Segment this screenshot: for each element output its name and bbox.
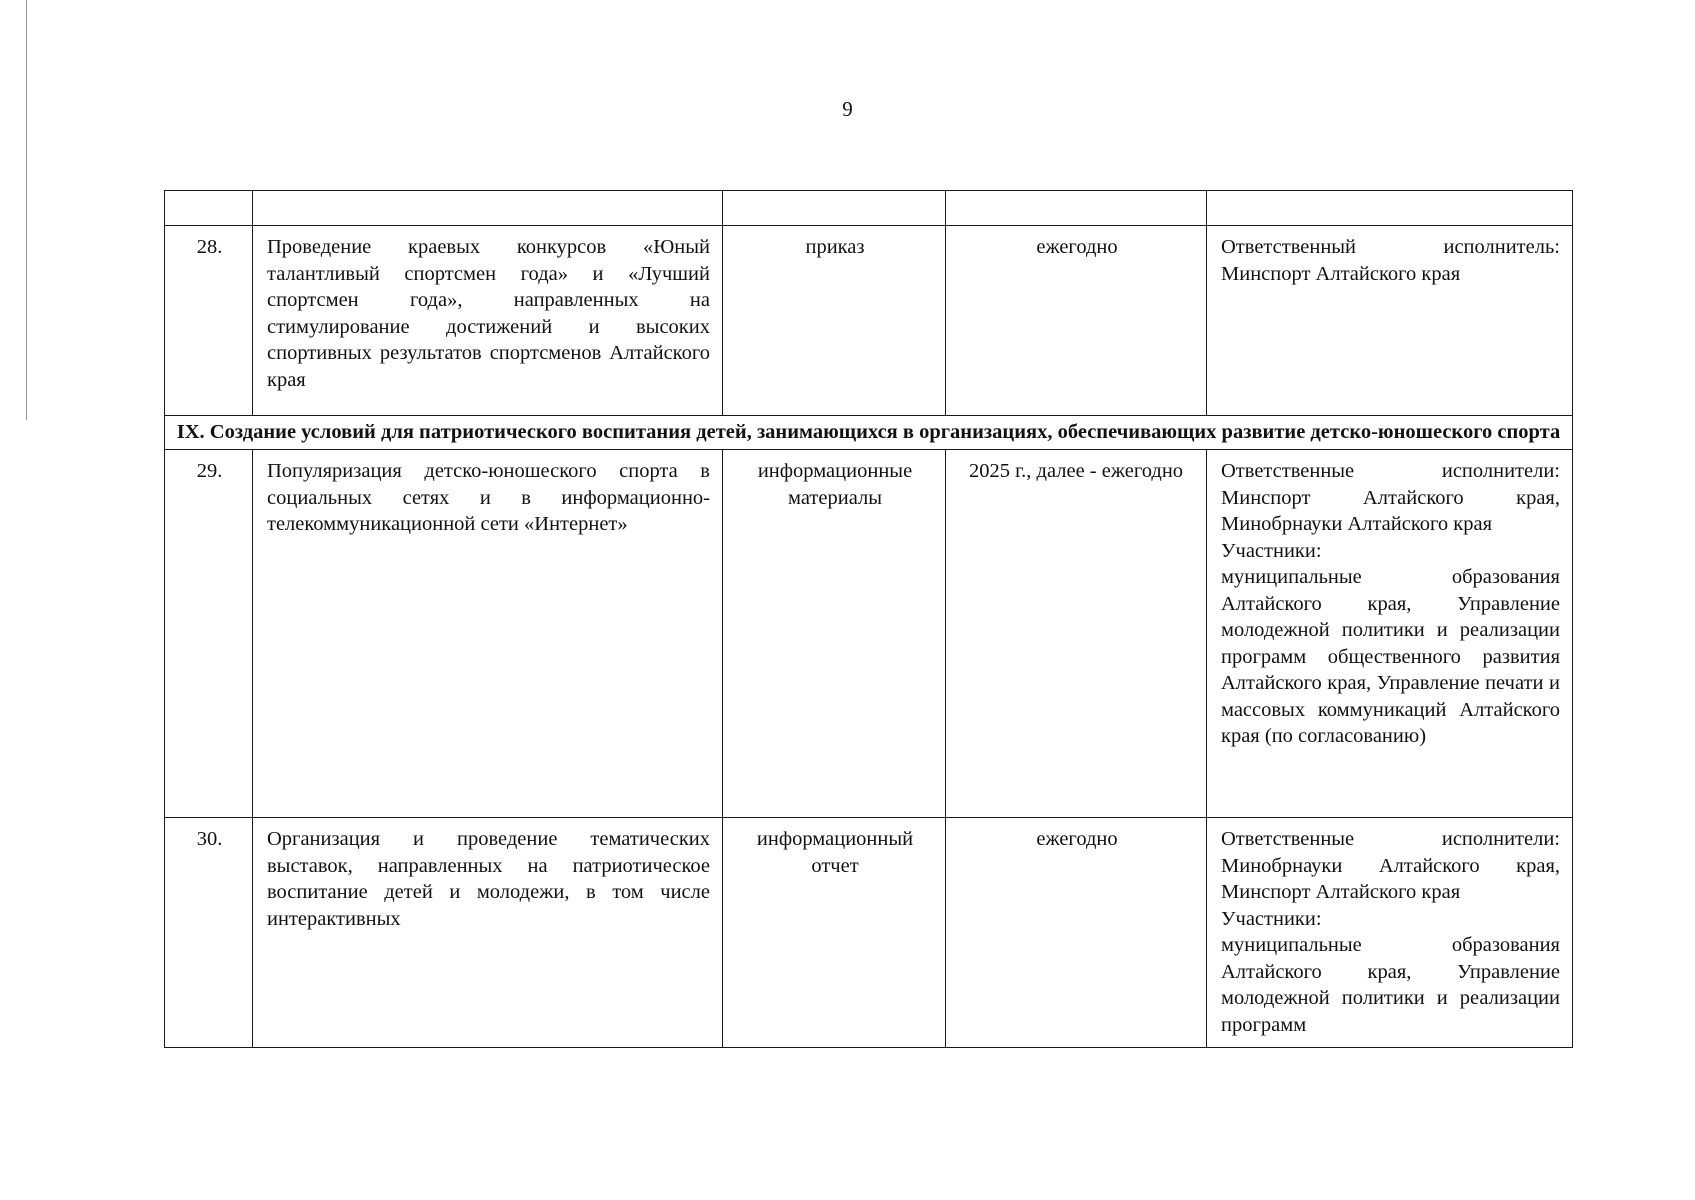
empty-cell	[723, 191, 946, 226]
measure-title: Проведение краевых конкурсов «Юный талантливый спортсмен года» и «Лучший спортсмен года», направленных на стимулирование достижений и высоких спортивных результатов спортсменов Алтайского края	[253, 226, 723, 416]
empty-cell	[165, 191, 253, 226]
responsible-executors: Ответственный исполнитель: Минспорт Алтайского края	[1221, 236, 1560, 285]
executors	[1207, 226, 1573, 416]
participants-label: Участники:	[1221, 539, 1322, 562]
measures-table	[164, 190, 1573, 1048]
responsible-executors: Ответственные исполнители: Минобрнауки Алтайского края, Минспорт Алтайского края	[1221, 828, 1560, 903]
participants-label: Участники:	[1221, 907, 1322, 930]
executors	[1207, 450, 1573, 818]
participants: муниципальные образования Алтайского края, Управление молодежной политики и реализации программ общественного развития Алтайского края, Управление печати и массовых коммуникаций Алтайского края (по согласованию)	[1221, 566, 1560, 747]
table-continuation-row	[165, 191, 1573, 226]
deadline: ежегодно	[946, 226, 1207, 416]
deadline: ежегодно	[946, 818, 1207, 1048]
empty-cell	[253, 191, 723, 226]
section-heading-row	[165, 416, 1573, 450]
row-number: 30.	[165, 818, 253, 1048]
measure-title: Организация и проведение тематических выставок, направленных на патриотическое воспитание детей и молодежи, в том числе интерактивных	[253, 818, 723, 1048]
responsible-executors: Ответственные исполнители: Минспорт Алтайского края, Минобрнауки Алтайского края	[1221, 460, 1560, 535]
executors	[1207, 818, 1573, 1048]
measure-title: Популяризация детско-юношеского спорта в социальных сетях и в информационно-телекоммуникационной сети «Интернет»	[253, 450, 723, 818]
row-number: 28.	[165, 226, 253, 416]
binding-margin-line	[26, 0, 27, 420]
deadline: 2025 г., далее - ежегодно	[946, 450, 1207, 818]
table-row	[165, 226, 1573, 416]
document-type: информационный отчет	[723, 818, 946, 1048]
empty-cell	[946, 191, 1207, 226]
table-row	[165, 450, 1573, 818]
document-type: информационные материалы	[723, 450, 946, 818]
table-row	[165, 818, 1573, 1048]
document-type: приказ	[723, 226, 946, 416]
empty-cell	[1207, 191, 1573, 226]
page-number: 9	[842, 97, 853, 121]
row-number: 29.	[165, 450, 253, 818]
section-title: IX. Создание условий для патриотического воспитания детей, занимающихся в организациях, обеспечивающих развитие детско-юношеского спорта	[165, 416, 1573, 450]
participants: муниципальные образования Алтайского края, Управление молодежной политики и реализации программ	[1221, 934, 1560, 1036]
